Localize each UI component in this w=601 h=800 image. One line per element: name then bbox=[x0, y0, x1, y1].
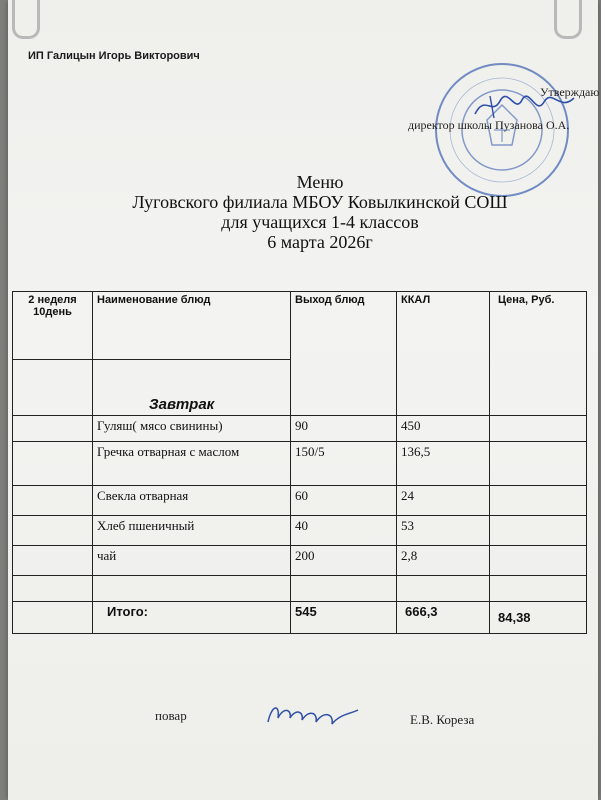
school-name: Луговского филиала МБОУ Ковылкинской СОШ bbox=[132, 192, 508, 212]
director-signature-icon bbox=[470, 86, 580, 126]
dish-kcal: 450 bbox=[397, 416, 490, 442]
dish-output: 60 bbox=[291, 486, 397, 516]
empty-cell bbox=[13, 486, 93, 516]
approve-label: Утверждаю bbox=[540, 85, 600, 99]
dish-price bbox=[490, 546, 587, 576]
dish-name: Свекла отварная bbox=[93, 486, 291, 516]
dish-price bbox=[490, 416, 587, 442]
dish-output: 90 bbox=[291, 416, 397, 442]
cook-signature-icon bbox=[262, 696, 362, 730]
director-line: директор школы Пузанова О.А. bbox=[408, 118, 570, 132]
kcal-header: ККАЛ bbox=[397, 292, 490, 416]
dish-kcal: 24 bbox=[397, 486, 490, 516]
grade-range: для учащихся 1-4 классов bbox=[221, 212, 419, 232]
empty-cell bbox=[291, 576, 397, 602]
price-header: Цена, Руб. bbox=[490, 292, 587, 416]
dish-name-header: Наименование блюд bbox=[93, 292, 291, 360]
empty-cell bbox=[13, 416, 93, 442]
dish-price bbox=[490, 516, 587, 546]
day-label: 10день bbox=[33, 306, 72, 318]
dish-output: 150/5 bbox=[291, 442, 397, 486]
table-row bbox=[13, 416, 587, 442]
table-row-empty bbox=[13, 576, 587, 602]
empty-cell bbox=[490, 576, 587, 602]
menu-table bbox=[12, 291, 587, 634]
section-breakfast: Завтрак bbox=[93, 360, 291, 416]
dish-name: Гуляш( мясо свинины) bbox=[93, 416, 291, 442]
week-day-header bbox=[13, 292, 93, 360]
dish-price bbox=[490, 442, 587, 486]
dish-name: Гречка отварная с маслом bbox=[93, 442, 291, 486]
dish-kcal: 53 bbox=[397, 516, 490, 546]
total-output: 545 bbox=[291, 602, 397, 634]
organization-name: ИП Галицын Игорь Викторович bbox=[28, 50, 200, 62]
dish-kcal: 136,5 bbox=[397, 442, 490, 486]
table-header-row bbox=[13, 292, 587, 360]
empty-cell bbox=[13, 442, 93, 486]
empty-cell bbox=[93, 576, 291, 602]
menu-title: Меню bbox=[296, 172, 344, 192]
total-price: 84,38 bbox=[490, 602, 587, 634]
output-header: Выход блюд bbox=[291, 292, 397, 416]
dish-name: чай bbox=[93, 546, 291, 576]
cook-label: повар bbox=[155, 708, 187, 723]
dish-output: 40 bbox=[291, 516, 397, 546]
menu-date: 6 марта 2026г bbox=[267, 232, 373, 252]
total-kcal: 666,3 bbox=[397, 602, 490, 634]
total-label: Итого: bbox=[93, 602, 291, 634]
table-row bbox=[13, 516, 587, 546]
empty-cell bbox=[13, 360, 93, 416]
table-row bbox=[13, 546, 587, 576]
empty-cell bbox=[13, 546, 93, 576]
dish-name: Хлеб пшеничный bbox=[93, 516, 291, 546]
cook-name: Е.В. Кореза bbox=[410, 712, 475, 727]
dish-kcal: 2,8 bbox=[397, 546, 490, 576]
paper-clip-right bbox=[554, 0, 582, 39]
empty-cell bbox=[397, 576, 490, 602]
table-row bbox=[13, 442, 587, 486]
empty-cell bbox=[13, 516, 93, 546]
week-label: 2 неделя bbox=[28, 294, 77, 306]
table-row bbox=[13, 486, 587, 516]
empty-cell bbox=[13, 602, 93, 634]
paper-clip-left bbox=[12, 0, 40, 39]
dish-output: 200 bbox=[291, 546, 397, 576]
total-row bbox=[13, 602, 587, 634]
empty-cell bbox=[13, 576, 93, 602]
dish-price bbox=[490, 486, 587, 516]
